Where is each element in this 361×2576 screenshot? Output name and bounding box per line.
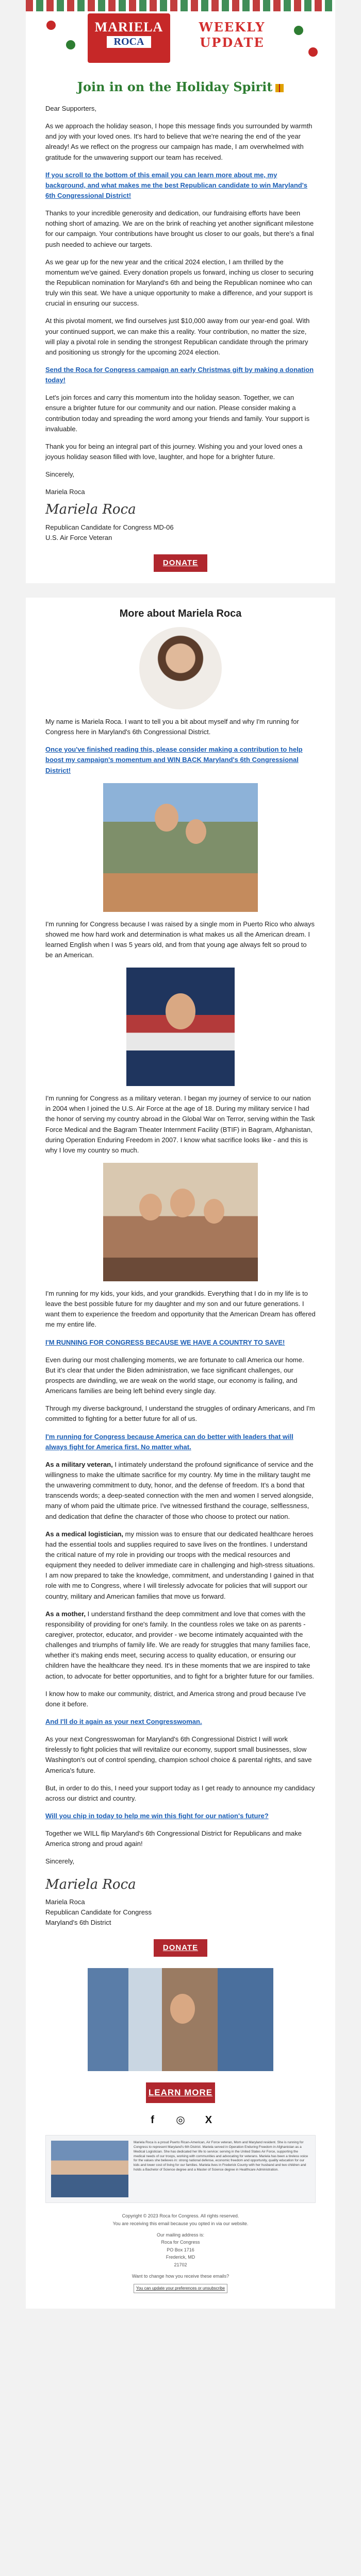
children-photo — [103, 1163, 258, 1281]
letter-paragraph: At this pivotal moment, we find ourselves just $10,000 away from our year-end goal. With your continued support, we can make this a reality. Your contribution, no matter the size, will play a pivotal role in sending the strongest Republican candidate through the primary and positioning us strongly for the upcoming 2024 election. — [45, 317, 310, 356]
military-portrait — [126, 968, 235, 1086]
address-line: 21702 — [174, 2262, 187, 2267]
address-line: PO Box 1716 — [167, 2247, 194, 2252]
bio-text: Mariela Roca is a proud Puerto Rican-American, Air Force veteran, Mom and Maryland resident. She is running for Congress to represent Maryland's 6th District. Mariela served in Operation Enduring Freedom in Afghanistan as a Medical Logistician. She has dedicated her life to service: serving in the United States Air Force, supporting the medical needs of our troops, working with communities and advocating for veterans. Mariela has been a tireless voice for the values she believes in: strong national defense, economic freedom and opportunity, quality education for our kids and lower cost of living for our families. Mariela lives in Frederick County with her husband and two children and holds a Bachelor of Science degree and a Master of Science degree in Healthcare Administration. — [134, 2141, 308, 2172]
face-shape — [139, 1194, 162, 1221]
veteran-lead: As a military veteran, — [45, 1460, 113, 1468]
face-shape — [170, 1994, 195, 2024]
medical-lead: As a medical logistician, — [45, 1530, 123, 1538]
closing: Sincerely, — [45, 1857, 75, 1866]
weekly-update-title — [191, 20, 273, 50]
header-banner — [26, 0, 335, 72]
face-shape — [186, 819, 206, 844]
gift-icon — [275, 84, 284, 92]
mother-lead: As a mother, — [45, 1609, 86, 1618]
ornament-icon — [66, 40, 75, 49]
signer-district: Maryland's 6th District — [45, 1919, 111, 1927]
ornament-icon — [294, 26, 303, 35]
mother-text: I understand firsthand the deep commitment and love that comes with the responsibility of providing for one's family. In the countless roles we take on as parents - caregiver, protector, educator, and provider - we become intimately acquainted with the challenges and triumphs of family life. We are ready for struggles that many families face, whether it's making ends meet, securing access to quality education, or ensuring our children have the healthcare they need. It's in these moments that we are inspired to take action, to advocate for better opportunities, and to fight for a brighter future for our families. — [45, 1609, 315, 1680]
facebook-icon[interactable]: f — [151, 2114, 154, 2126]
signer-subtitle: U.S. Air Force Veteran — [45, 533, 112, 541]
about-paragraph: I know how to make our community, district, and America strong and proud because I've done it before. — [45, 1689, 306, 1708]
instagram-icon[interactable]: ◎ — [176, 2114, 185, 2126]
about-paragraph: But, in order to do this, I need your support today as I get ready to announce my candidacy across our district and country. — [45, 1784, 315, 1802]
congresswoman-link[interactable]: And I'll do it again as your next Congresswoman. — [45, 1717, 202, 1725]
face-shape — [166, 993, 195, 1029]
veteran-text: I intimately understand the profound significance of service and the willingness to make the ultimate sacrifice for my country. My time in the military taught me the unwavering commitment to duty, honor, and the defense of freedom. It's a bond that transcends words; a deep-seated connection with the men and women I served alongside, many of whom paid the ultimate price. I've witnessed firsthand the courage, selflessness, and dedication that define the character of those who choose to protect our nation. — [45, 1460, 314, 1520]
weekly-line1: WEEKLY — [199, 20, 266, 35]
about-paragraph: I'm running for Congress as a military veteran. I began my journey of service to our nation in 2004 when I joined the U.S. Air Force at the age of 18. During my military service I had the honor of serving my country abroad in the Global War on Terror, serving within the Task Force Medical and the Bagram Theater Internment Facility (BTIF) in Bagram, Afghanistan, during Operation Enduring Freedom in 2007. I know what sacrifice looks like - and this is why I love my country so much. — [45, 1094, 315, 1154]
face-shape — [204, 1199, 224, 1224]
letter-paragraph: Thank you for being an integral part of this journey. Wishing you and your loved ones a joyous holiday season filled with love, laughter, and hope for a brighter future. — [45, 442, 303, 461]
footer-section — [26, 2135, 335, 2309]
signature: Mariela Roca — [45, 1876, 136, 1892]
bio-photo — [51, 2141, 128, 2197]
about-paragraph: Through my diverse background, I understand the struggles of ordinary Americans, and I'm committed to fighting for a better future for all of us. — [45, 1404, 315, 1423]
ornament-icon — [46, 21, 56, 30]
about-section — [26, 1289, 335, 1928]
country-to-save-link[interactable]: I'M RUNNING FOR CONGRESS BECAUSE WE HAVE A COUNTRY TO SAVE! — [45, 1338, 285, 1346]
learn-more-button[interactable]: LEARN MORE — [146, 2082, 215, 2103]
letter-paragraph: Thanks to your incredible generosity and dedication, our fundraising efforts have been nothing short of amazing. We are on the brink of reaching yet another significant milestone for our campaign. Your contributions have brought us closer to our goals, but there's a final push needed to achieve our targets. — [45, 209, 314, 248]
signature: Mariela Roca — [45, 502, 136, 518]
chip-in-link[interactable]: Will you chip in today to help me win this fight for our nation's future? — [45, 1811, 269, 1820]
section-divider — [26, 583, 335, 598]
social-links — [26, 2114, 335, 2126]
copyright: Copyright © 2023 Roca for Congress. All rights reserved. — [122, 2213, 239, 2219]
email-body — [26, 0, 335, 2309]
letter-section — [26, 104, 335, 543]
signer-title: Republican Candidate for Congress — [45, 1908, 152, 1916]
preferences-text: Want to change how you receive these emails? — [132, 2273, 229, 2279]
face-shape — [170, 1189, 195, 1217]
about-section — [26, 717, 335, 776]
donate-button[interactable]: DONATE — [154, 1939, 207, 1957]
weekly-line2: UPDATE — [200, 35, 265, 50]
about-section — [26, 1093, 335, 1156]
medical-text: my mission was to ensure that our dedicated healthcare heroes had the essential tools and supplies required to save lives on the frontlines. I understand the critical nature of my role in providing our troops with the medical resources and equipment they needed to deliver immediate care in challenging and high-stress situations. I am now prepared to take the knowledge, commitment, and understanding I gained in that role with me to Congress, where I will tirelessly advocate for policies that will support our country, military and American families that move us forward. — [45, 1530, 315, 1600]
address-line: Roca for Congress — [161, 2240, 200, 2245]
ornament-icon — [308, 47, 318, 57]
contribution-link[interactable]: Once you've finished reading this, please consider making a contribution to help boost my campaign's momentum and WIN BACK Maryland's 6th Congressional District! — [45, 745, 303, 774]
about-paragraph: My name is Mariela Roca. I want to tell you a bit about myself and why I'm running for Congress here in Maryland's 6th Congressional District. — [45, 717, 299, 736]
about-heading: More about Mariela Roca — [119, 607, 242, 619]
mailing-label: Our mailing address is: — [156, 2232, 205, 2238]
signer-title: Republican Candidate for Congress MD-06 — [45, 523, 174, 531]
greeting: Dear Supporters, — [45, 105, 96, 112]
bio-card — [45, 2135, 316, 2203]
candidate-portrait — [139, 627, 222, 709]
about-paragraph: I'm running for my kids, your kids, and your grandkids. Everything that I do in my life is to leave the best possible future for my daughter and my son and our future generations. I want them to experience the freedom and opportunity that the American Dream has offered me my entire life. — [45, 1290, 316, 1329]
logo-line1: MARIELA — [94, 20, 163, 35]
about-paragraph: I'm running for Congress because I was raised by a single mom in Puerto Rico who always showed me how hard work and determination is what makes us all the American dream. I learned English when I was 5 years old, and from that young age always felt so proud to be an American. — [45, 920, 315, 959]
unsubscribe-link[interactable]: You can update your preferences or unsubscribe — [134, 2284, 227, 2293]
x-icon[interactable]: X — [205, 2114, 212, 2126]
garland-decoration — [26, 0, 335, 11]
footer-fineprint — [45, 2212, 316, 2309]
address-line: Frederick, MD — [166, 2255, 195, 2260]
donate-button[interactable]: DONATE — [154, 554, 207, 572]
family-photo — [103, 783, 258, 912]
about-paragraph: As your next Congresswoman for Maryland's 6th Congressional District I will work tirelessly to fight policies that will revitalize our economy, support small businesses, slow Washington's out of control spending, champion school choice & parental rights, and save America's future. — [45, 1735, 312, 1774]
donation-link[interactable]: Send the Roca for Congress campaign an early Christmas gift by making a donation today! — [45, 365, 314, 384]
learn-more-link[interactable]: If you scroll to the bottom of this email you can learn more about me, my background, and what makes me the best Republican candidate to win Maryland's 6th Congressional District! — [45, 171, 308, 199]
about-paragraph: Even during our most challenging moments, we are fortunate to call America our home. But it's clear that under the Biden administration, we face significant challenges, our prospects are dwindling, we are weak on the world stage, our economy is failing, and Americans families are being left behind every single day. — [45, 1355, 304, 1395]
letter-paragraph: As we gear up for the new year and the critical 2024 election, I am thrilled by the momentum we've gained. Every donation propels us forward, inching us closer to securing the Republican nomination for Maryland's 6th and being the Republican nominee who can truly win this seat. We have a unique opportunity to make a difference, and your support is crucial in ensuring our success. — [45, 258, 314, 308]
logo-line2: ROCA — [107, 36, 152, 48]
closing: Sincerely, — [45, 470, 75, 479]
face-shape — [155, 804, 178, 832]
signer-name: Mariela Roca — [45, 1897, 85, 1906]
campaign-logo — [88, 13, 170, 63]
letter-paragraph: As we approach the holiday season, I hope this message finds you surrounded by warmth and joy with your loved ones. It's hard to believe that we're nearing the end of the year already! As we reflect on the progress our campaign has made, I am overwhelmed with gratitude for the unwavering support our team has received. — [45, 122, 313, 161]
holiday-heading — [26, 79, 335, 94]
optin-reason: You are receiving this email because you opted in via our website. — [112, 2221, 249, 2226]
about-paragraph: Together we WILL flip Maryland's 6th Congressional District for Republicans and make America strong and proud again! — [45, 1829, 302, 1848]
closing-photo — [88, 1968, 273, 2071]
about-section — [26, 919, 335, 961]
america-first-link[interactable]: I'm running for Congress because America can do better with leaders that will always fight for America first. No matter what. — [45, 1432, 293, 1451]
letter-paragraph: Let's join forces and carry this momentum into the holiday season. Together, we can ensure a brighter future for our community and our nation. Please consider making a contribution today and spreading the word among your friends and family. Your support is invaluable. — [45, 394, 310, 433]
holiday-heading-text: Join in on the Holiday Spirit — [77, 79, 273, 94]
signer-name: Mariela Roca — [45, 488, 85, 496]
